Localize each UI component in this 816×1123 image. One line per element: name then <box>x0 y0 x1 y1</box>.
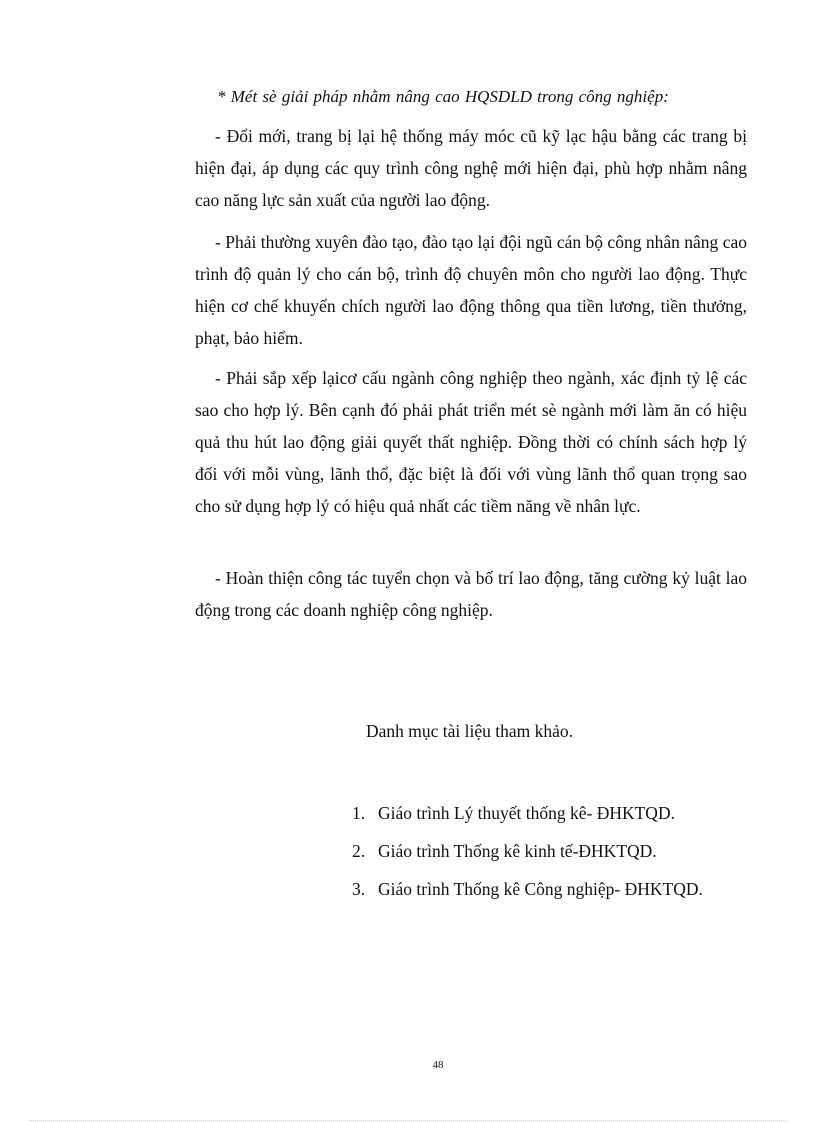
reference-item <box>352 838 703 876</box>
reference-text: Giáo trình Thống kê kinh tế-ĐHKTQD. <box>378 841 657 861</box>
reference-text: Giáo trình Thống kê Công nghiệp- ĐHKTQD. <box>378 879 703 899</box>
reference-number: 1. <box>352 803 366 823</box>
section-heading: * Mét sè giải pháp nhằm nâng cao HQSDLD trong công nghiệp: <box>217 87 669 106</box>
paragraph-training: - Phải thường xuyên đào tạo, đào tạo lại đội ngũ cán bộ công nhân nâng cao trình độ quản lý cho cán bộ, trình độ chuyên môn cho người lao động. Thực hiện cơ chế khuyến chích người lao động thông qua tiền lương, tiền thưởng, phạt, bảo hiểm. <box>195 232 747 348</box>
references-title: Danh mục tài liệu tham khảo. <box>366 721 574 741</box>
reference-item <box>352 876 703 914</box>
paragraph-restructure: - Phải sắp xếp lạicơ cấu ngành công nghiệp theo ngành, xác định tỷ lệ các sao cho hợp lý. Bên cạnh đó phải phát triển mét sè ngành mới làm ăn có hiệu quả thu hút lao động giải quyết thất nghiệp. Đồng thời có chính sách hợp lý đối với mỗi vùng, lãnh thổ, đặc biệt là đối với vùng lãnh thổ quan trọng sao cho sử dụng hợp lý có hiệu quả nhất các tiềm năng về nhân lực. <box>195 368 747 516</box>
paragraph-recruitment: - Hoàn thiện công tác tuyển chọn và bố trí lao động, tăng cường kỷ luật lao động trong các doanh nghiệp công nghiệp. <box>195 568 747 620</box>
reference-number: 2. <box>352 841 366 861</box>
page-number: 48 <box>432 1059 444 1071</box>
reference-text: Giáo trình Lý thuyết thống kê- ĐHKTQD. <box>378 803 675 823</box>
paragraph-modernize-equipment: - Đổi mới, trang bị lại hệ thống máy móc cũ kỹ lạc hậu bằng các trang bị hiện đại, áp dụng các quy trình công nghệ mới hiện đại, phù hợp nhằm nâng cao năng lực sản xuất của người lao động. <box>195 126 747 210</box>
reference-number: 3. <box>352 879 366 899</box>
page-bottom-divider <box>30 1120 786 1121</box>
reference-item <box>352 800 703 838</box>
references-list <box>352 800 703 914</box>
